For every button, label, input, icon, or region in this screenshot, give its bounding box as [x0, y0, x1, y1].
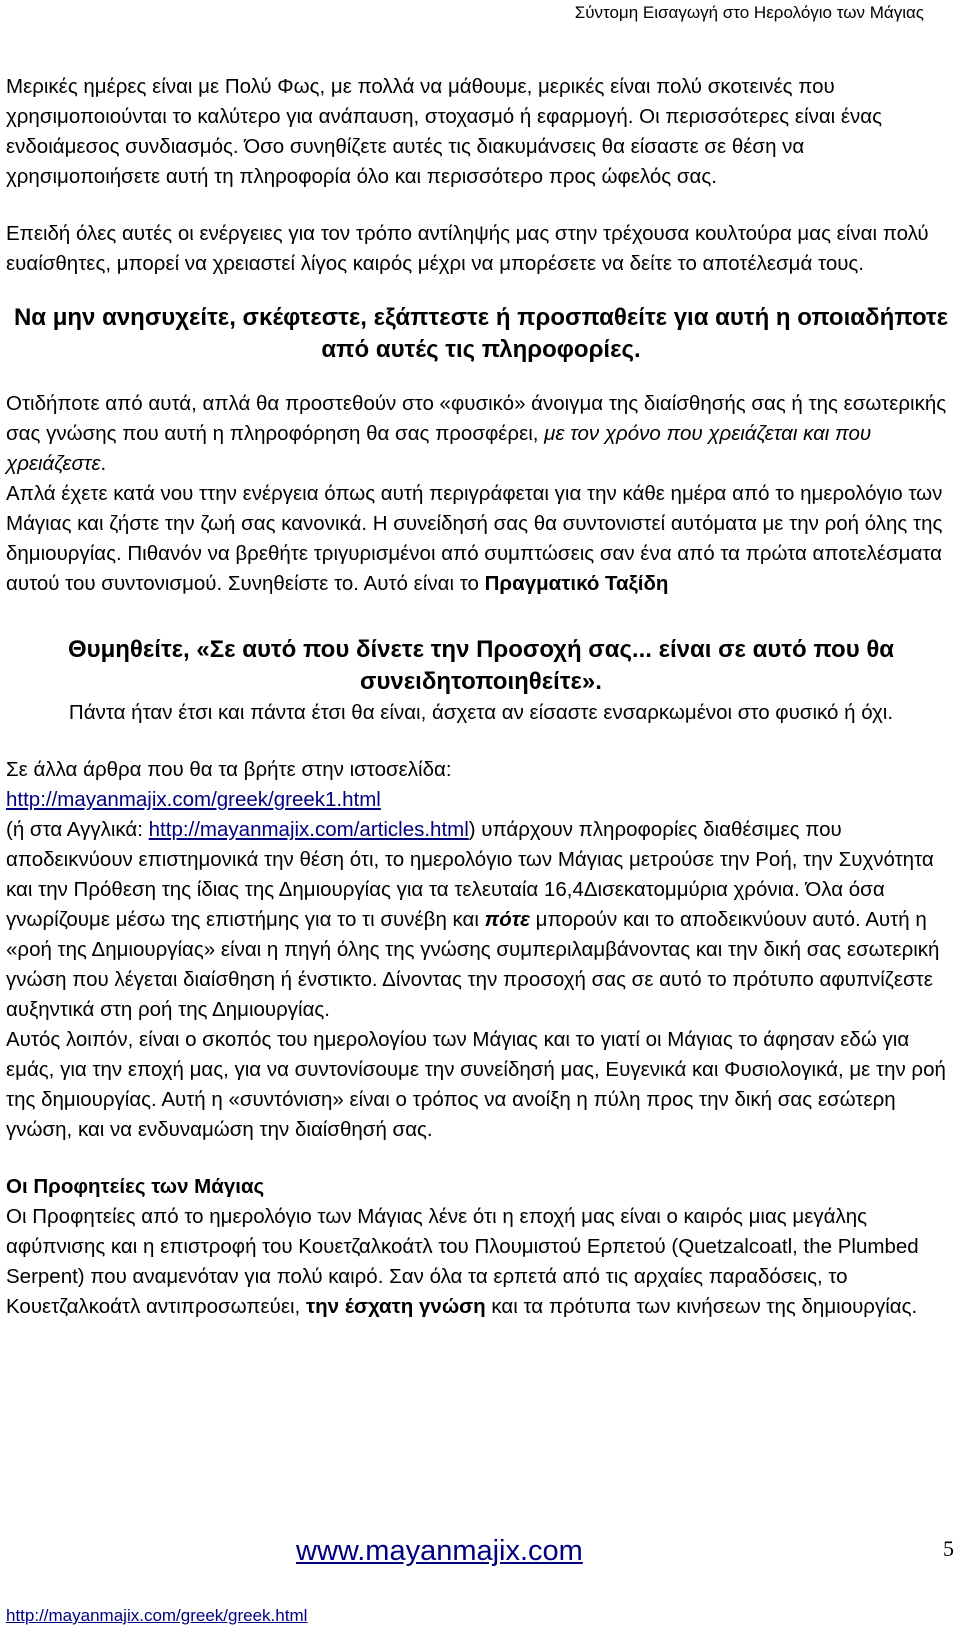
paragraph-intuition	[6, 389, 956, 479]
paragraph-other-articles-text-end: μπορούν και το αποδεικνύουν αυτό. Αυτή η «ροή της Δημιουργίας» είναι η πηγή όλης της γνώσης συμπεριλαμβάνοντας και την δική σας εσωτερική γνώση που λέγεται διαίσθηση ή ένστικτο. Δίνοντας την προσοχή σας σε αυτό το πρότυπο αφυπνίζεστε αυξηντικά στη ροή της Δημιουργίας.	[6, 908, 940, 1021]
english-articles-link[interactable]: http://mayanmajix.com/articles.html	[148, 818, 469, 841]
document-body	[6, 72, 956, 1322]
callout-do-not-worry: Να μην ανησυχείτε, σκέφτεστε, εξάπτεστε ή προσπαθείτε για αυτή η οποιαδήποτε από αυτές τις πληροφορίες.	[13, 304, 949, 363]
page-number: 5	[943, 1536, 954, 1561]
paragraph-real-journey-bold: Πραγματικό Ταξίδη	[484, 572, 669, 595]
paragraph-always: Πάντα ήταν έτσι και πάντα έτσι θα είναι, άσχετα αν είσαστε ενσαρκωμένοι στο φυσικό ή όχι.	[68, 701, 894, 724]
footer-url-link[interactable]: http://mayanmajix.com/greek/greek.html	[6, 1606, 308, 1625]
paragraph-other-articles	[6, 755, 956, 1025]
greek-article-link[interactable]: http://mayanmajix.com/greek/greek1.html	[6, 788, 381, 811]
section-heading-text: Οι Προφητείες των Μάγιας	[6, 1175, 265, 1198]
paragraph-real-journey	[6, 479, 956, 599]
section-heading-prophecies	[6, 1172, 956, 1202]
paragraph-light-days: Μερικές ημέρες είναι με Πολύ Φως, με πολλά να μάθουμε, μερικές είναι πολύ σκοτεινές που χρησιμοποιούνται το καλύτερο για ανάπαυση, στοχασμό ή εφαρμογή. Οι περισσότερες είναι ένας ενδοιάμεσος συνδιασμός. Όσο συνηθίζετε αυτές τις διακυμάνσεις θα είσαστε σε θέση να χρησιμοποιήσετε αυτή τη πληροφορία όλο και περισσότερο προς ώφελός σας.	[6, 75, 883, 188]
page-header: Σύντομη Εισαγωγή στο Ηερολόγιο των Μάγιας	[574, 3, 924, 22]
paragraph-other-articles-emphasis: πότε	[484, 908, 530, 931]
paragraph-purpose: Αυτός λοιπόν, είναι ο σκοπός του ημερολογίου των Μάγιας και το γιατί οι Μάγιας το άφησαν εδώ για εμάς, για την εποχή μας, για να συντονίσουμε την συνείδησή μας, Ευγενικά και Φυσιολογικά, με την ροή της δημιουργίας. Αυτή η «συντόνιση» είναι ο τρόπος να ανοίξη η πύλη προς την δική σας εσώτερη γνώση, και να ενδυναμώση την διαίσθησή σας.	[6, 1028, 946, 1141]
paragraph-other-articles-paren: (ή στα Αγγλικά:	[6, 818, 149, 841]
paragraph-energies: Επειδή όλες αυτές οι ενέργειες για τον τρόπο αντίληψής μας στην τρέχουσα κουλτούρα μας είναι πολύ ευαίσθητες, μπορεί να χρειαστεί λίγος καιρός μέχρι να μπορέσετε να δείτε το αποτέλεσμά τους.	[6, 222, 929, 275]
paragraph-intuition-text: Οτιδήποτε από αυτά, απλά θα προστεθούν στο «φυσικό» άνοιγμα της διαίσθησής σας ή της εσωτερικής σας γνώσης που αυτή η πληροφόρηση θα σας προσφέρει,	[6, 392, 947, 445]
paragraph-prophecies-text: Οι Προφητείες από το ημερολόγιο των Μάγιας λένε ότι η εποχή μας είναι ο καιρός μιας μεγάλης αφύπνισης και η επιστροφή του Κουετζαλκοάτλ του Πλουμιστού Ερπετού (Quetzalcoatl, the Plumbed Serpent) που αναμενόταν για πολύ καιρό. Σαν όλα τα ερπετά από τις αρχαίες παραδόσεις, το Κουετζαλκοάτλ αντιπροσωπεύει,	[6, 1205, 919, 1318]
paragraph-prophecies-bold: την έσχατη γνώση	[305, 1295, 486, 1318]
paragraph-prophecies-end: και τα πρότυπα των κινήσεων της δημιουργίας.	[485, 1295, 918, 1318]
paragraph-intuition-italic: με τον χρόνο που χρειάζεται και που χρειάζεστε	[6, 422, 872, 475]
paragraph-intuition-end: .	[100, 452, 107, 475]
paragraph-other-articles-intro: Σε άλλα άρθρα που θα τα βρήτε στην ιστοσελίδα:	[6, 758, 452, 781]
paragraph-real-journey-text: Απλά έχετε κατά νου ττην ενέργεια όπως αυτή περιγράφεται για την κάθε ημέρα από το ημερολόγιο των Μάγιας και ζήστε την ζωή σας κανονικά. Η συνείδησή σας θα συντονιστεί αυτόματα με την ροή όλης της δημιουργίας. Πιθανόν να βρεθήτε τριγυρισμένοι από συμπτώσεις σαν ένα από τα πρώτα αποτελέσματα αυτού του συντονισμού. Συνηθείστε το. Αυτό είναι το	[6, 482, 943, 595]
paragraph-prophecies	[6, 1202, 956, 1322]
paragraph-other-articles-text: ) υπάρχουν πληροφορίες διαθέσιμες που αποδεικνύουν επιστημονικά την θέση ότι, το ημερολόγιο των Μάγιας μετρούσε την Ροή, την Συχνότητα και την Πρόθεση της ίδιας της Δημιουργίας για τα τελευταία 16,4Δισεκατομμύρια χρόνια. Όλα όσα γνωρίζουμε μέσω της επιστήμης για το τι συνέβη και	[6, 818, 934, 931]
site-link[interactable]: www.mayanmajix.com	[296, 1535, 583, 1567]
callout-remember: Θυμηθείτε, «Σε αυτό που δίνετε την Προσοχή σας... είναι σε αυτό που θα συνειδητοποιηθείτε».	[67, 636, 895, 695]
